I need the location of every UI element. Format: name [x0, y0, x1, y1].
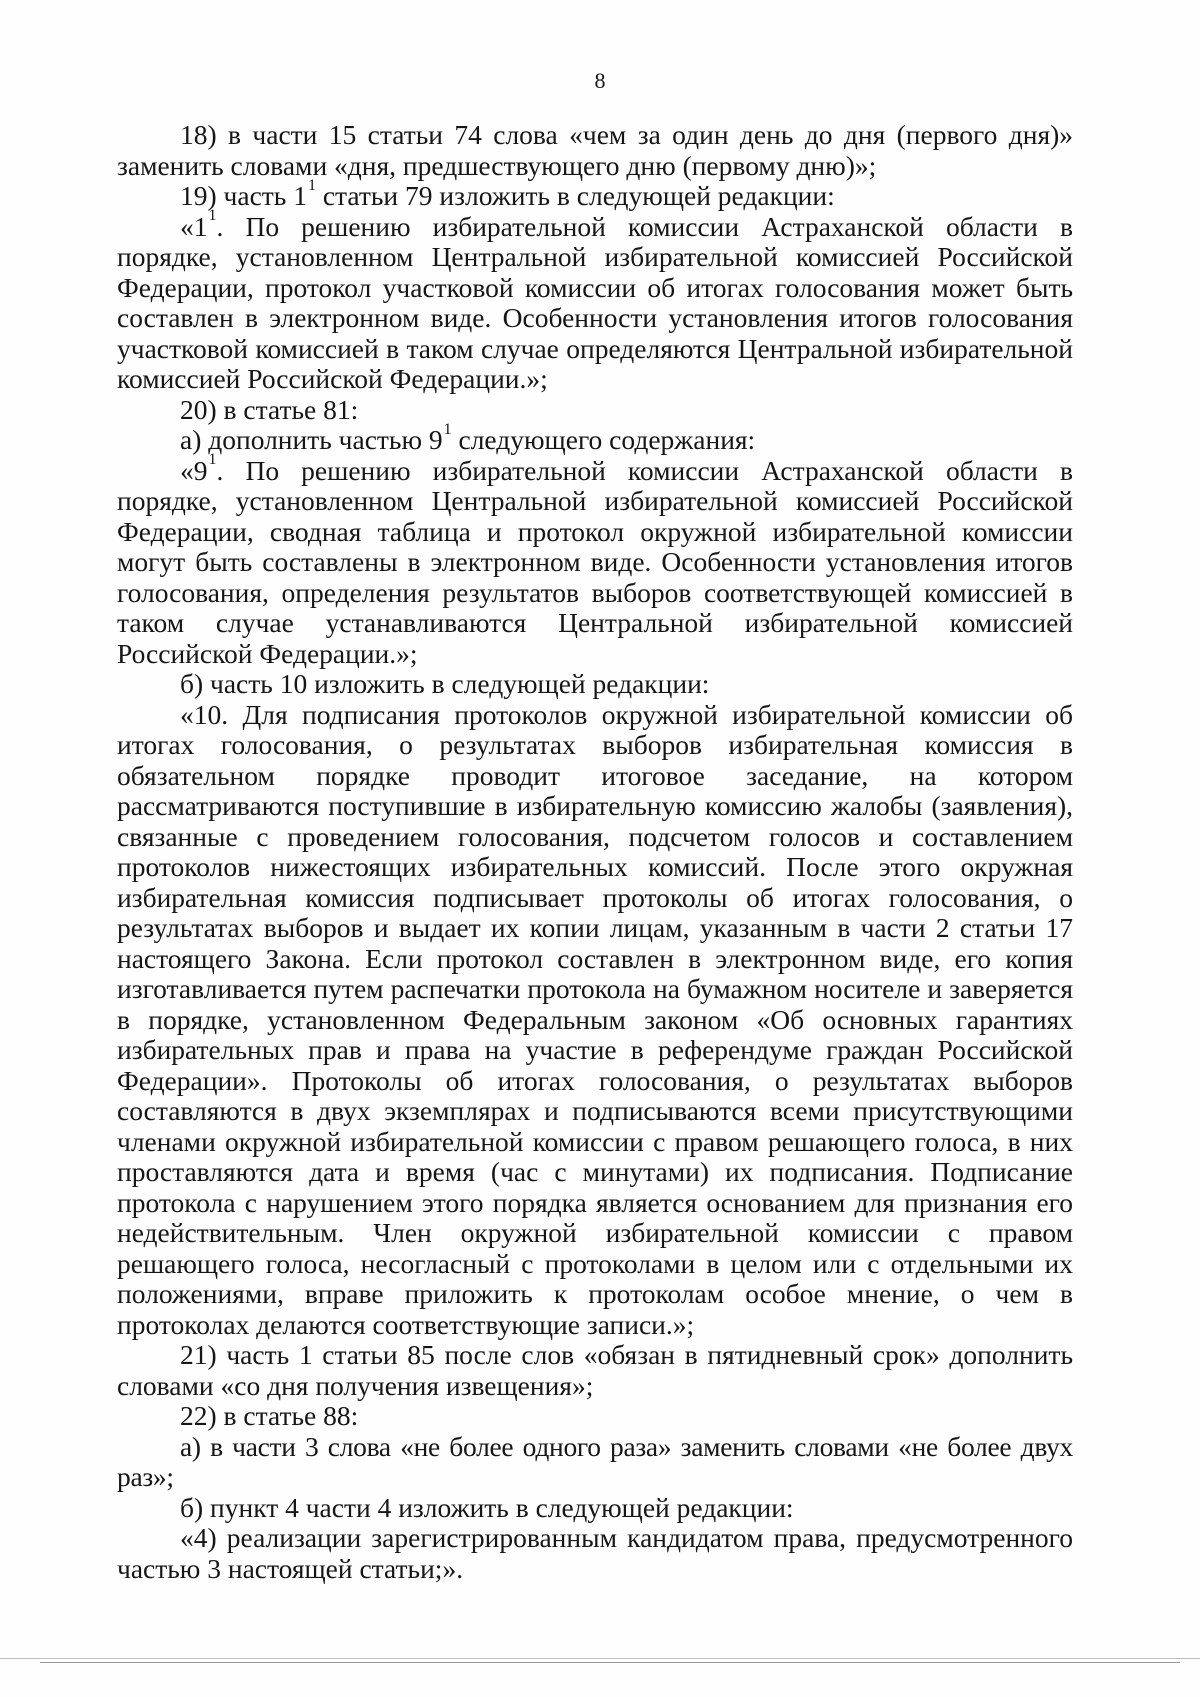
paragraph-item-22: 22) в статье 88: — [180, 1400, 359, 1431]
paragraph-item-19 — [117, 176, 1073, 212]
quoted-text-part-10: «10. Для подписания протоколов окружной избирательной комиссии об итогах голосования, о результатах выборов избирательная комиссия в обязательном порядке проводит итоговое заседание, на котором рассматриваются поступившие в избирательную комиссию жалобы (заявления), связанные с проведением голосования, подсчетом голосов и составлением протоколов нижестоящих избирательных комиссий. После этого окружная избирательная комиссия подписывает протоколы об итогах голосования, о результатах выборов и выдает их копии лицам, указанным в части 2 статьи 17 настоящего Закона. Если протокол составлен в электронном виде, его копия изготавливается путем распечатки протокола на бумажном носителе и заверяется в порядке, установленном Федеральным законом «Об основных гарантиях избирательных прав и права на участие в референдуме граждан Российской Федерации». Протоколы об итогах голосования, о результатах выборов составляются в двух экземплярах и подписываются всеми присутствующими членами окружной избирательной комиссии с правом решающего голоса, в них проставляются дата и время (час с минутами) их подписания. Подписание протокола с нарушением этого порядка является основанием для признания его недействительным. Член окружной избирательной комиссии с правом решающего голоса, несогласный с протоколами в целом или с отдельными их положениями, вправе приложить к протоколам особое мнение, о чем в протоколах делаются соответствующие записи.»; — [117, 698, 1073, 1340]
quoted-text-part-1-1 — [117, 207, 1073, 395]
paragraph-text: статьи 79 изложить в следующей редакции: — [315, 180, 835, 211]
paragraph-text: . По решению избирательной комиссии Астраханской области в порядке, установленном Центральной избирательной комиссией Российской Федерации, протокол участковой комиссии об итогах голосования может быть составлен в электронном виде. Особенности установления итогов голосования участковой комиссией в таком случае определяются Центральной избирательной комиссией Российской Федерации.»; — [117, 210, 1073, 394]
paragraph-text: «9 — [180, 454, 208, 486]
superscript-index: 1 — [307, 176, 316, 194]
quoted-text-item-4: «4) реализации зарегистрированным кандидатом права, предусмотренного частью 3 настоящей статьи;». — [117, 1522, 1073, 1584]
subitem-20b: б) часть 10 изложить в следующей редакции: — [180, 668, 710, 699]
subitem-22b: б) пункт 4 части 4 изложить в следующей редакции: — [180, 1491, 794, 1523]
paragraph-item-21: 21) часть 1 статьи 85 после слов «обязан в пятидневный срок» дополнить словами «со дня получения извещения»; — [117, 1339, 1073, 1401]
quoted-text-part-9-1 — [117, 451, 1073, 670]
paragraph-text: 19) часть 1 — [180, 180, 307, 211]
superscript-index: 1 — [443, 420, 452, 438]
paragraph-text: «1 — [180, 210, 208, 242]
paragraph-text: а) дополнить частью 9 — [180, 424, 443, 455]
superscript-index: 1 — [208, 451, 217, 469]
superscript-index: 1 — [208, 207, 217, 225]
subitem-20a — [117, 420, 1073, 456]
paragraph-item-20: 20) в статье 81: — [180, 393, 359, 425]
page-bottom-edge — [40, 1662, 1180, 1663]
paragraph-text: . По решению избирательной комиссии Астраханской области в порядке, установленном Центральной избирательной комиссией Российской Федерации, сводная таблица и протокол окружной избирательной комиссии могут быть составлены в электронном виде. Особенности установления итогов голосования, определения результатов выборов соответствующей комиссией в таком случае устанавливаются Центральной избирательной комиссией Российской Федерации.»; — [117, 454, 1073, 669]
subitem-22a: а) в части 3 слова «не более одного раза» заменить словами «не более двух раз»; — [117, 1430, 1073, 1492]
paragraph-text: следующего содержания: — [451, 424, 756, 455]
page-bottom-edge — [0, 1658, 1200, 1659]
paragraph-item-18: 18) в части 15 статьи 74 слова «чем за один день до дня (первого дня)» заменить словами «дня, предшествующего дню (первому дню)»; — [117, 119, 1073, 181]
document-body — [117, 120, 1073, 1584]
page-number: 8 — [594, 68, 606, 93]
